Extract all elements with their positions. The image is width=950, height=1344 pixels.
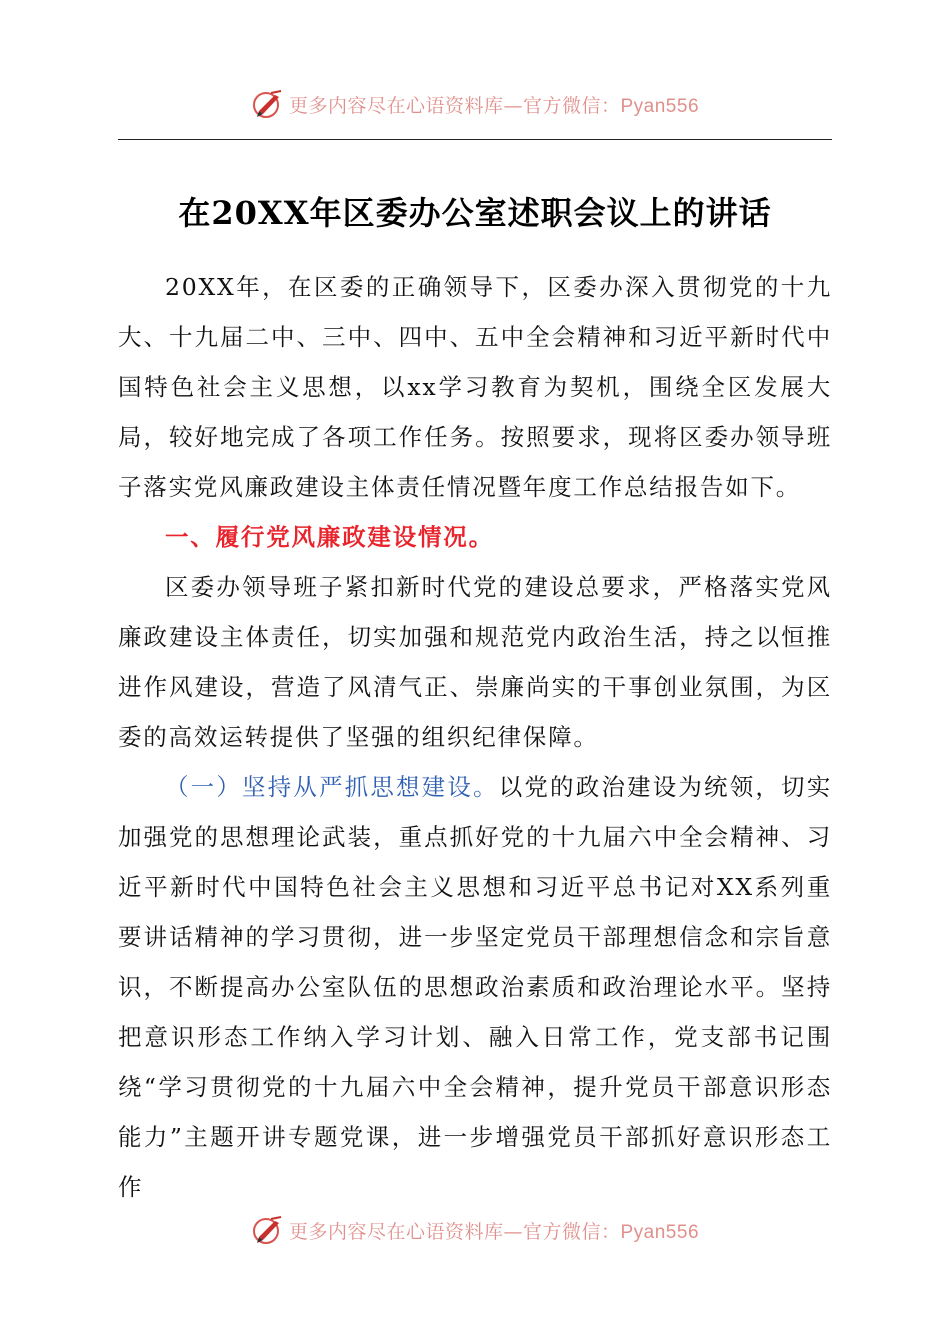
pen-logo-icon: [251, 87, 285, 121]
subsection-1-heading: （一）坚持从严抓思想建设。: [165, 773, 499, 801]
banner-text: 更多内容尽在心语资料库—官方微信：: [288, 1220, 621, 1243]
banner-text: 更多内容尽在心语资料库—官方微信：: [288, 94, 621, 117]
header-divider: [118, 139, 832, 140]
wechat-id: Pyan556: [620, 95, 700, 117]
document-title: 在20XX年区委办公室述职会议上的讲话: [178, 194, 772, 232]
pen-logo-icon: [251, 1213, 285, 1247]
section-1-paragraph: 区委办领导班子紧扣新时代党的建设总要求，严格落实党风廉政建设主体责任，切实加强和规范党内政治生活，持之以恒推进作风建设，营造了风清气正、崇廉尚实的干事创业氛围，为区委的高效运转提供了坚强的组织纪律保障。: [118, 573, 832, 751]
wechat-id: Pyan556: [620, 1221, 700, 1243]
intro-paragraph: 20XX年，在区委的正确领导下，区委办深入贯彻党的十九大、十九届二中、三中、四中、五中全会精神和习近平新时代中国特色社会主义思想，以xx学习教育为契机，围绕全区发展大局，较好地完成了各项工作任务。按照要求，现将区委办领导班子落实党风廉政建设主体责任情况暨年度工作总结报告如下。: [118, 273, 832, 501]
document-body: [118, 262, 832, 1212]
section-1-heading: 一、履行党风廉政建设情况。: [165, 523, 494, 551]
subsection-1-paragraph: [118, 762, 832, 1212]
footer-watermark-banner: [0, 1210, 950, 1250]
header-watermark-banner: [0, 84, 950, 124]
subsection-1-text: 以党的政治建设为统领，切实加强党的思想理论武装，重点抓好党的十九届六中全会精神、习近平新时代中国特色社会主义思想和习近平总书记对XX系列重要讲话精神的学习贯彻，进一步坚定党员干部理想信念和宗旨意识，不断提高办公室队伍的思想政治素质和政治理论水平。坚持把意识形态工作纳入学习计划、融入日常工作，党支部书记围绕“学习贯彻党的十九届六中全会精神，提升党员干部意识形态能力”主题开讲专题党课，进一步增强党员干部抓好意识形态工作: [118, 773, 832, 1201]
